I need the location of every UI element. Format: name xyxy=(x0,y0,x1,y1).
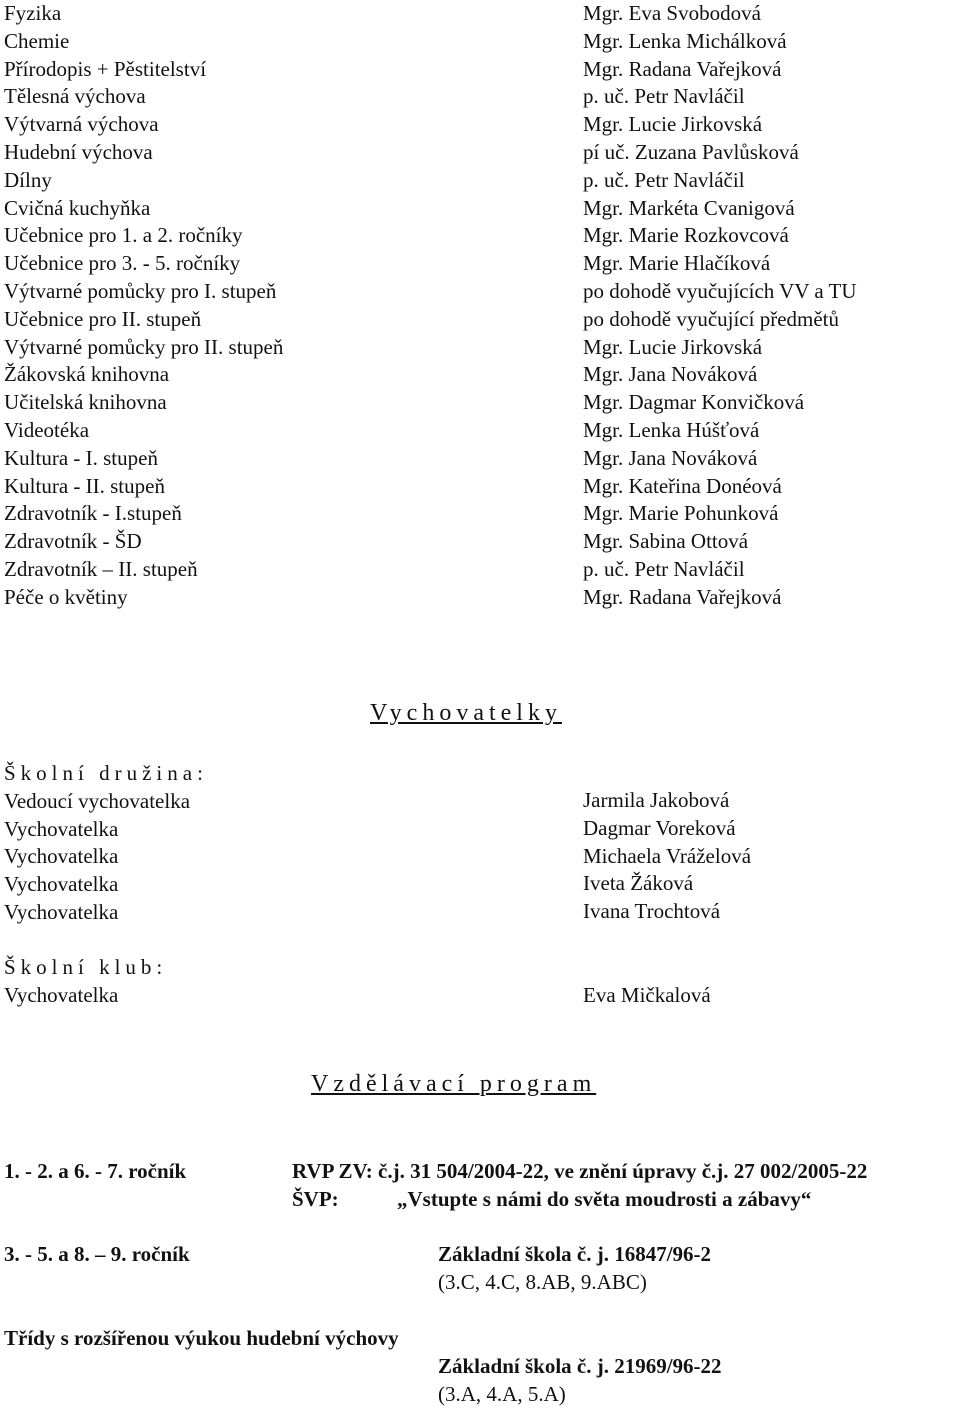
subject-item: Videotéka xyxy=(4,417,90,442)
subject-item: Učebnice pro 1. a 2. ročníky xyxy=(4,223,243,248)
program-heading: Vzdělávací program xyxy=(311,1071,597,1097)
persons-column xyxy=(583,0,857,612)
person-item: Mgr. Eva Svobodová xyxy=(583,1,761,25)
subject-item: Výtvarné pomůcky pro II. stupeň xyxy=(4,334,284,359)
subject-item: Fyzika xyxy=(4,1,62,25)
klub-label: Školní klub: xyxy=(4,955,168,979)
druzina-role: Vychovatelka xyxy=(4,844,119,869)
person-item: Mgr. Kateřina Donéová xyxy=(583,473,782,498)
person-item: Mgr. Dagmar Konvičková xyxy=(583,390,805,415)
person-item: Mgr. Sabina Ottová xyxy=(583,529,749,554)
klub-name: Eva Mičkalová xyxy=(583,983,711,1007)
subject-item: Kultura - I. stupeň xyxy=(4,445,158,470)
druzina-name: Michaela Vráželová xyxy=(583,843,752,868)
person-item: pí uč. Zuzana Pavlůsková xyxy=(583,139,799,164)
subject-item: Výtvarné pomůcky pro I. stupeň xyxy=(4,278,277,303)
person-item: Mgr. Lenka Michálková xyxy=(583,28,787,53)
subject-item: Učebnice pro II. stupeň xyxy=(4,306,202,331)
person-item: Mgr. Radana Vařejková xyxy=(583,56,782,81)
program-row2-grades: 3. - 5. a 8. – 9. ročník xyxy=(4,1242,190,1266)
person-item: po dohodě vyučující předmětů xyxy=(583,306,840,331)
subject-item: Přírodopis + Pěstitelství xyxy=(4,56,207,81)
klub-role: Vychovatelka xyxy=(4,983,119,1007)
subject-item: Učebnice pro 3. - 5. ročníky xyxy=(4,251,241,276)
subject-item: Dílny xyxy=(4,167,52,192)
subject-item: Hudební výchova xyxy=(4,139,153,164)
druzina-roles xyxy=(4,760,208,927)
person-item: Mgr. Lucie Jirkovská xyxy=(583,112,763,137)
person-item: p. uč. Petr Navláčil xyxy=(583,167,745,192)
druzina-name: Dagmar Voreková xyxy=(583,815,736,840)
program-row1-rvp: RVP ZV: č.j. 31 504/2004-22, ve znění úpravy č.j. 27 002/2005-22 xyxy=(292,1159,868,1183)
druzina-label: Školní družina: xyxy=(4,761,208,785)
program-row3-classes: (3.A, 4.A, 5.A) xyxy=(438,1382,566,1406)
person-item: Mgr. Lenka Húšťová xyxy=(583,417,760,442)
druzina-name: Ivana Trochtová xyxy=(583,899,721,924)
person-item: Mgr. Jana Nováková xyxy=(583,362,758,387)
program-row1-svp-label: ŠVP: xyxy=(292,1187,339,1211)
subject-item: Tělesná výchova xyxy=(4,84,146,109)
subject-item: Výtvarná výchova xyxy=(4,112,159,137)
subject-item: Zdravotník – II. stupeň xyxy=(4,556,198,581)
program-row3-school: Základní škola č. j. 21969/96-22 xyxy=(438,1354,722,1378)
subject-item: Péče o květiny xyxy=(4,584,128,609)
subject-item: Chemie xyxy=(4,28,70,53)
subject-item: Cvičná kuchyňka xyxy=(4,195,151,220)
person-item: Mgr. Jana Nováková xyxy=(583,445,758,470)
program-row2-classes: (3.C, 4.C, 8.AB, 9.ABC) xyxy=(438,1270,647,1294)
subject-item: Zdravotník - I.stupeň xyxy=(4,501,182,526)
druzina-role: Vychovatelka xyxy=(4,872,119,897)
person-item: p. uč. Petr Navláčil xyxy=(583,556,745,581)
subject-item: Učitelská knihovna xyxy=(4,390,167,415)
subject-item: Zdravotník - ŠD xyxy=(4,529,142,554)
person-item: Mgr. Marie Pohunková xyxy=(583,501,779,526)
program-row2-school: Základní škola č. j. 16847/96-2 xyxy=(438,1242,712,1266)
person-item: Mgr. Markéta Cvanigová xyxy=(583,195,795,220)
person-item: Mgr. Radana Vařejková xyxy=(583,584,782,609)
druzina-role: Vychovatelka xyxy=(4,816,119,841)
person-item: Mgr. Lucie Jirkovská xyxy=(583,334,763,359)
subject-item: Žákovská knihovna xyxy=(4,362,170,387)
person-item: po dohodě vyučujících VV a TU xyxy=(583,278,857,303)
druzina-names xyxy=(583,787,751,926)
person-item: p. uč. Petr Navláčil xyxy=(583,84,745,109)
program-row1-grades: 1. - 2. a 6. - 7. ročník xyxy=(4,1159,187,1183)
vychovatelky-heading: Vychovatelky xyxy=(370,700,562,726)
druzina-name: Iveta Žáková xyxy=(583,871,694,896)
subject-item: Kultura - II. stupeň xyxy=(4,473,165,498)
person-item: Mgr. Marie Rozkovcová xyxy=(583,223,789,248)
person-item: Mgr. Marie Hlačíková xyxy=(583,251,771,276)
subjects-column xyxy=(4,0,283,612)
program-row3-label: Třídy s rozšířenou výukou hudební výchovy xyxy=(4,1326,399,1350)
druzina-role: Vedoucí vychovatelka xyxy=(4,788,191,813)
druzina-name: Jarmila Jakobová xyxy=(583,788,730,812)
program-row1-svp-value: „Vstupte s námi do světa moudrosti a zábavy“ xyxy=(397,1187,812,1211)
druzina-role: Vychovatelka xyxy=(4,899,119,924)
